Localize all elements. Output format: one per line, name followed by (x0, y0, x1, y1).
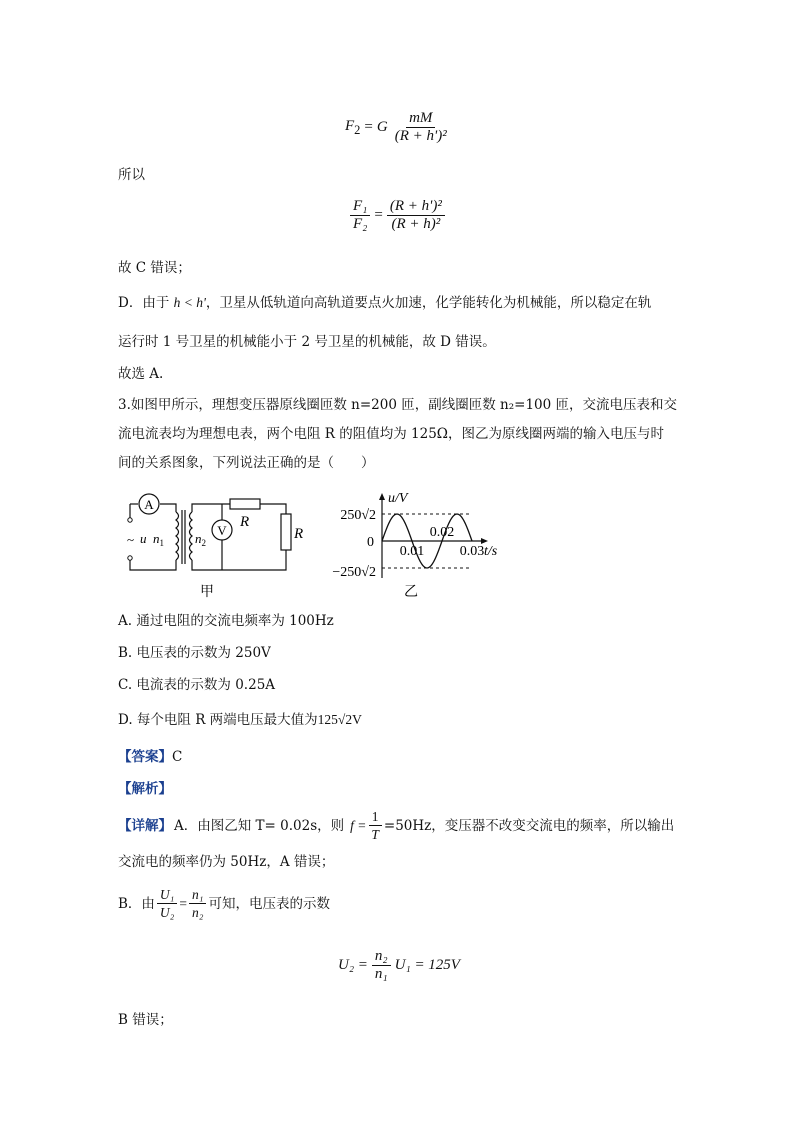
detail-b-u1: U₁ (157, 886, 177, 904)
detail-f-fraction (368, 808, 382, 843)
secondary-coil (190, 512, 193, 560)
transformer-core (182, 510, 185, 564)
n1-subscript: 1 (159, 538, 164, 548)
detail-tag: 【详解】 (118, 817, 172, 834)
detail-b-u2: U₂ (159, 905, 175, 920)
caption-yi: 乙 (404, 584, 418, 600)
origin-label: 0 (367, 535, 374, 550)
q3-line-3: 间的关系图象，下列说法正确的是（ ） (118, 455, 375, 471)
circuit-diagram (118, 486, 308, 602)
voltmeter-label: V (217, 523, 227, 538)
ratio-left-num: F₁ (350, 198, 370, 216)
detail-b-line: B．由 $\frac{\text{U₁}}{\text{U₂}}$ = $\frac{\text{n₁}}{\text{n₂}}$ 可知，电压表的示数 (118, 887, 330, 920)
u2-rhs: U₁ = 125V (394, 957, 460, 973)
q3-line-2: 流电流表均为理想电表，两个电阻 R 的阻值均为 125Ω，图乙为原线圈两端的输入电压与时 (118, 426, 664, 442)
detail-a-3: 交流电的频率仍为 50Hz，A 错误； (118, 854, 335, 870)
f2-denominator: (R + h')² (394, 128, 447, 144)
detail-f: f = (350, 817, 367, 833)
primary-wire-bottom (130, 558, 176, 570)
option-d-value: 125√2V (317, 712, 362, 727)
detail-a-text2: =50Hz，变压器不改变交流电的频率，所以输出 (383, 817, 675, 834)
ratio-right-den: (R + h)² (391, 216, 441, 232)
y-axis-label: u/V (388, 491, 408, 506)
formula-u2 (338, 948, 460, 983)
n2-label (195, 531, 206, 548)
ac-source-tilde: ~ (127, 532, 135, 547)
terminal-bottom (128, 556, 132, 560)
detail-f-den: T (371, 827, 379, 842)
detail-b-n2: n₂ (192, 905, 204, 920)
ammeter-label: A (144, 497, 154, 512)
formula-f2: $F_2$ = G $\frac{mM}{\text{(R + h')²}}$ (345, 110, 450, 145)
primary-wire-top-right (160, 504, 176, 512)
x-axis-label: t/s (484, 544, 498, 559)
detail-b-ufrac (157, 886, 177, 921)
x-tick-label-001: 0.01 (399, 544, 425, 559)
u2-fraction (372, 948, 391, 983)
detail-b-prefix: B．由 (118, 895, 155, 912)
u2-den: n₁ (374, 966, 388, 982)
resistor-series-label: R (240, 514, 250, 530)
caption-jia: 甲 (200, 584, 214, 600)
u-label: u (140, 531, 147, 546)
detail-a-line (118, 808, 674, 843)
x-tick-label-003: 0.03 (459, 544, 485, 559)
u2-num: n₂ (372, 948, 391, 966)
line-d-text: ，卫星从低轨道向高轨道要点火加速，化学能转化为机械能，所以稳定在轨 (205, 295, 652, 311)
option-d-text: D. 每个电阻 R 两端电压最大值为 (118, 712, 318, 728)
x-tick-label-002: 0.02 (429, 525, 455, 540)
detail-b-nfrac (189, 886, 206, 921)
n2-subscript: 2 (201, 538, 206, 548)
option-b: B. 电压表的示数为 250V (118, 645, 271, 661)
n1-letter: n (153, 531, 160, 546)
f2-lhs-sub: 2 (354, 122, 361, 137)
ratio-right (387, 198, 445, 233)
line-c-wrong: 故 C 错误； (118, 260, 191, 276)
detail-a-text: A．由图乙知 T= 0.02s，则 (174, 817, 345, 834)
primary-coil (176, 512, 179, 560)
ratio-right-num: (R + h')² (387, 198, 445, 216)
answer-line (118, 747, 182, 767)
resistor-load-label: R (294, 526, 304, 542)
detail-f-num: 1 (369, 808, 382, 826)
option-c: C. 电流表的示数为 0.25A (118, 677, 276, 693)
resistor-load (281, 514, 291, 550)
line-d-3: 运行时 1 号卫星的机械能小于 2 号卫星的机械能，故 D 错误。 (118, 334, 496, 350)
y-axis-arrow (379, 493, 385, 500)
answer-value: C (172, 749, 183, 765)
line-suoyi: 所以 (118, 167, 145, 183)
line-b-wrong: B 错误； (118, 1012, 173, 1028)
detail-b-n1: n₁ (189, 886, 206, 904)
n2-letter: n (195, 531, 202, 546)
line-choose: 故选 A. (118, 366, 164, 382)
f2-numerator: mM (406, 110, 435, 128)
ymax-label: 250√2 (340, 508, 376, 523)
line-d-inequality: h < h' (173, 295, 206, 310)
formula-ratio: $\frac{\text{F₁}}{\text{F₂}}$ = $\frac{\text{(R + h')²}}{\text{(R + h)²}}$ (350, 198, 445, 233)
option-a: A. 通过电阻的交流电频率为 100Hz (118, 613, 334, 629)
f2-lhs: F (345, 117, 355, 134)
ymin-label: −250√2 (332, 565, 376, 580)
q3-line-1: 3.如图甲所示，理想变压器原线圈匝数 n=200 匝，副线圈匝数 n₂=100 匝，交流电压表和交 (118, 397, 678, 413)
detail-b-text: 可知，电压表的示数 (208, 895, 330, 912)
option-d (118, 710, 362, 730)
u2-lhs: U₂ = (338, 957, 368, 973)
ratio-left (350, 198, 370, 233)
resistor-series (230, 499, 260, 509)
sine-chart (312, 484, 512, 602)
ratio-left-den: F₂ (353, 216, 368, 232)
analysis-tag: 【解析】 (118, 781, 172, 797)
terminal-top (128, 518, 132, 522)
line-d-1 (118, 293, 651, 313)
n1-label (153, 531, 164, 548)
f2-fraction (392, 110, 450, 145)
line-d-prefix: D．由于 (118, 295, 170, 311)
answer-tag: 【答案】 (118, 749, 172, 765)
f2-g: G (376, 119, 388, 135)
